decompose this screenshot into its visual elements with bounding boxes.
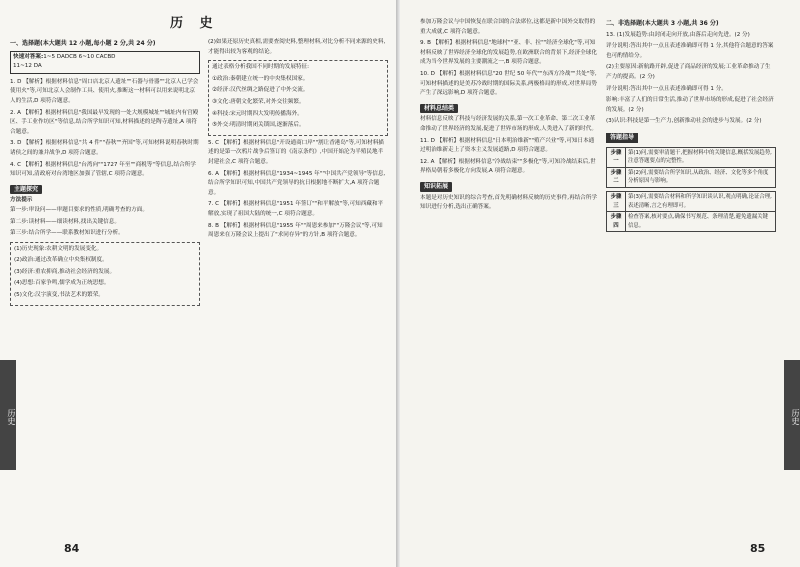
answer-paragraph: 6. A 【解析】根据材料信息"1934~1945 年""中国共产党领导"等信息,结合所学知识可知,中国共产党领导的抗日根据地不断扩大,A 项符合题意。 bbox=[208, 170, 386, 196]
left-page bbox=[0, 0, 398, 567]
side-tab-left: 历史 bbox=[0, 360, 16, 470]
guide-table-1 bbox=[606, 147, 776, 188]
table-cell-head: 步骤一 bbox=[607, 147, 626, 167]
table-row bbox=[607, 147, 776, 167]
analysis-box bbox=[208, 60, 388, 136]
summary-box bbox=[10, 242, 200, 306]
table-cell-head: 步骤三 bbox=[607, 191, 626, 211]
table-row bbox=[607, 212, 776, 232]
answer-paragraph: (3)认识:科技是第一生产力,创新推动社会的进步与发展。(2 分) bbox=[606, 118, 762, 125]
answer-box-label: 快速对答案: bbox=[13, 53, 44, 60]
analysis-line: 通过表格分析我国不同时期的发展特征: bbox=[212, 64, 309, 71]
analysis-line: ③文化:唐朝文化繁荣,对外交往频繁。 bbox=[212, 98, 305, 105]
answer-paragraph: 4. C 【解析】根据材料信息"台湾向""1727 年至""商税等"等信息,结合所学知识可知,清政府对台湾地区加强了管辖,C 项符合题意。 bbox=[10, 161, 196, 178]
right-page bbox=[400, 0, 800, 567]
page-number-right: 85 bbox=[750, 542, 766, 555]
page-number-left: 84 bbox=[64, 542, 80, 555]
answer-paragraph: 8. B 【解析】根据材料信息"1955 年""周恩来参加""万隆会议"等,可知周恩来在万隆会议上提出了"求同存异"的方针,B 项符合题意。 bbox=[208, 222, 383, 239]
section-band: 材料总结类 bbox=[420, 104, 458, 114]
analysis-line: ①政治:秦朝建立统一的中央集权国家。 bbox=[212, 75, 309, 82]
table-cell-head: 步骤二 bbox=[607, 167, 626, 187]
answer-paragraph: 3. D 【解析】根据材料信息"共 4 件""春秋""齐国"等,可知材料说明春秋时期诸侯之间的兼并战争,D 项符合题意。 bbox=[10, 140, 199, 156]
analysis-line: ②经济:汉代丝绸之路促进了中外交流。 bbox=[212, 87, 309, 94]
answer-paragraph: 10. D 【解析】根据材料信息"20 世纪 50 年代""东西方冷战""共处"等,可知材料描述的是美苏冷战时期的国际关系,两极格局的形成,对世界局势产生了深远影响,D 项符合题意。 bbox=[420, 70, 597, 97]
table-cell: 第(1)问,需要审清题干,把握材料中的关键信息,概括发展趋势,注意答题要点的完整性。 bbox=[626, 147, 776, 167]
left-column-1 bbox=[10, 38, 200, 309]
analysis-line: ④科技:宋元时期四大发明传播海外。 bbox=[212, 110, 303, 117]
answer-paragraph: 12. A 【解析】根据材料信息"冷战结束""多极化"等,可知冷战结束后,世界格局朝着多极化方向发展,A 项符合题意。 bbox=[420, 158, 596, 175]
answer-paragraph: 本题是对历史知识的综合考查,首先明确材料反映的历史事件,再结合所学知识进行分析,选出正确答案。 bbox=[420, 194, 597, 211]
summary-line: (4)思想:百家争鸣,儒学成为正统思想。 bbox=[14, 280, 110, 287]
analysis-line: ⑤外交:明清时期闭关锁国,逐渐落后。 bbox=[212, 122, 305, 129]
page-title: 历 史 bbox=[170, 16, 219, 31]
answer-paragraph: 2. A 【解析】根据材料信息"我国最早发现的一处大规模城址""城址内有宫殿区、手工业作坊区"等信息,结合所学知识可知,材料描述的是陶寺遗址,A 项符合题意。 bbox=[10, 109, 199, 135]
answer-line-1: 1~5 DADCB 6~10 CACBD bbox=[43, 53, 116, 60]
summary-line: (5)文化:汉字演变,书法艺术的繁荣。 bbox=[14, 292, 104, 299]
answer-paragraph: 影响:丰富了人们的日常生活,推动了世界市场的形成,促进了社会经济的发展。(2 分) bbox=[606, 97, 774, 113]
scoring-note: 评分说明:答出其中一点且表述准确即可得 1 分,其他符合题意的答案也可酌情给分。 bbox=[606, 43, 774, 59]
guide-table-2 bbox=[606, 191, 776, 232]
section-band: 知识拓展 bbox=[420, 182, 452, 192]
tip-line: 第三步:结合所学——联系教材知识进行分析。 bbox=[10, 230, 124, 237]
summary-line: (1)历史现象:农耕文明的发展变化。 bbox=[14, 245, 103, 252]
right-column-2 bbox=[606, 18, 776, 235]
side-tab-right: 历史 bbox=[784, 360, 800, 470]
answer-paragraph: 13. (1)发展趋势:由封闭走向开放,由落后走向先进。(2 分) bbox=[606, 31, 750, 38]
answer-paragraph: 9. B 【解析】根据材料信息"地球村""亚、非、拉""经济全球化"等,可知材料反映了世界经济全球化的发展趋势,在欧洲联合的背景下,经济全球化成为当今世界发展的主要潮流之一,B 项符合题意。 bbox=[420, 40, 597, 66]
answer-paragraph: 参加万隆会议与中国恢复在联合国的合法席位,这都是新中国外交取得的重大成就,C 项符合题意。 bbox=[420, 19, 596, 35]
answer-paragraph: 1. D 【解析】根据材料信息"周口店北京人遗址""石器与骨器""北京人已学会使用火"等,可知北京人会制作工具、使用火,推断这一材料可以用来说明北京人的生活,D 项符合题意。 bbox=[10, 78, 199, 104]
answer-paragraph: 5. C 【解析】根据材料信息"开设通商口岸""割让香港岛"等,可知材料描述的是第一次鸦片战争后签订的《南京条约》,中国开始沦为半殖民地半封建社会,C 项符合题意。 bbox=[208, 139, 384, 165]
right-column-1 bbox=[420, 18, 598, 215]
table-row bbox=[607, 167, 776, 187]
answer-paragraph: 11. D 【解析】根据材料信息"日本明治维新""殖产兴业"等,可知日本通过明治维新走上了资本主义发展道路,D 项符合题意。 bbox=[420, 137, 595, 154]
answer-paragraph: (2)如果还原历史真相,需要查阅史料,整理材料,对比分析不同来源的史料,才能得出较为客观的结论。 bbox=[208, 39, 386, 55]
scoring-note: 评分说明:答出其中一点且表述准确即可得 1 分。 bbox=[606, 85, 727, 92]
answer-paragraph: (2)主要原因:新航路开辟,促进了商品经济的发展;工业革命推动了生产力的提高。(2 分) bbox=[606, 64, 771, 80]
section-band: 主题探究 bbox=[10, 185, 42, 195]
left-column-2 bbox=[208, 38, 388, 243]
answer-box bbox=[10, 51, 200, 74]
tips-heading: 方法提示 bbox=[10, 197, 33, 204]
tip-line: 第一步:审设问——审题目要求的性质,明确考查的方面。 bbox=[10, 206, 148, 213]
guide-band: 答题指导 bbox=[606, 133, 638, 143]
table-cell: 第(2)问,需要结合所学知识,从政治、经济、文化等多个角度分析原因与影响。 bbox=[626, 167, 776, 187]
section2-heading: 二、非选择题(本大题共 3 小题,共 36 分) bbox=[606, 20, 719, 27]
table-cell-head: 步骤四 bbox=[607, 212, 626, 232]
table-row bbox=[607, 191, 776, 211]
table-cell: 第(3)问,需要结合材料和所学知识谈认识,观点明确,论证合理,表述清晰,言之有理即可。 bbox=[626, 191, 776, 211]
answer-line-2: 11~12 DA bbox=[13, 63, 42, 70]
answer-paragraph: 7. C 【解析】根据材料信息"1951 年签订""和平解放"等,可知西藏和平解放,实现了祖国大陆的统一,C 项符合题意。 bbox=[208, 201, 384, 217]
summary-line: (3)经济:重农抑商,推动社会经济的发展。 bbox=[14, 268, 116, 275]
table-cell: 检查答案,核对要点,确保书写规范、条理清楚,避免遗漏关键信息。 bbox=[626, 212, 776, 232]
tip-line: 第二步:读材料——细读材料,找出关键信息。 bbox=[10, 218, 120, 225]
section1-heading: 一、选择题(本大题共 12 小题,每小题 2 分,共 24 分) bbox=[10, 40, 156, 47]
answer-paragraph: 材料信息反映了科技与经济发展的关系,第一次工业革命、第二次工业革命推动了世界经济的发展,促进了世界市场的形成,人类进入了新的时代。 bbox=[420, 116, 597, 132]
summary-line: (2)政治:通过改革确立中央集权制度。 bbox=[14, 257, 108, 264]
